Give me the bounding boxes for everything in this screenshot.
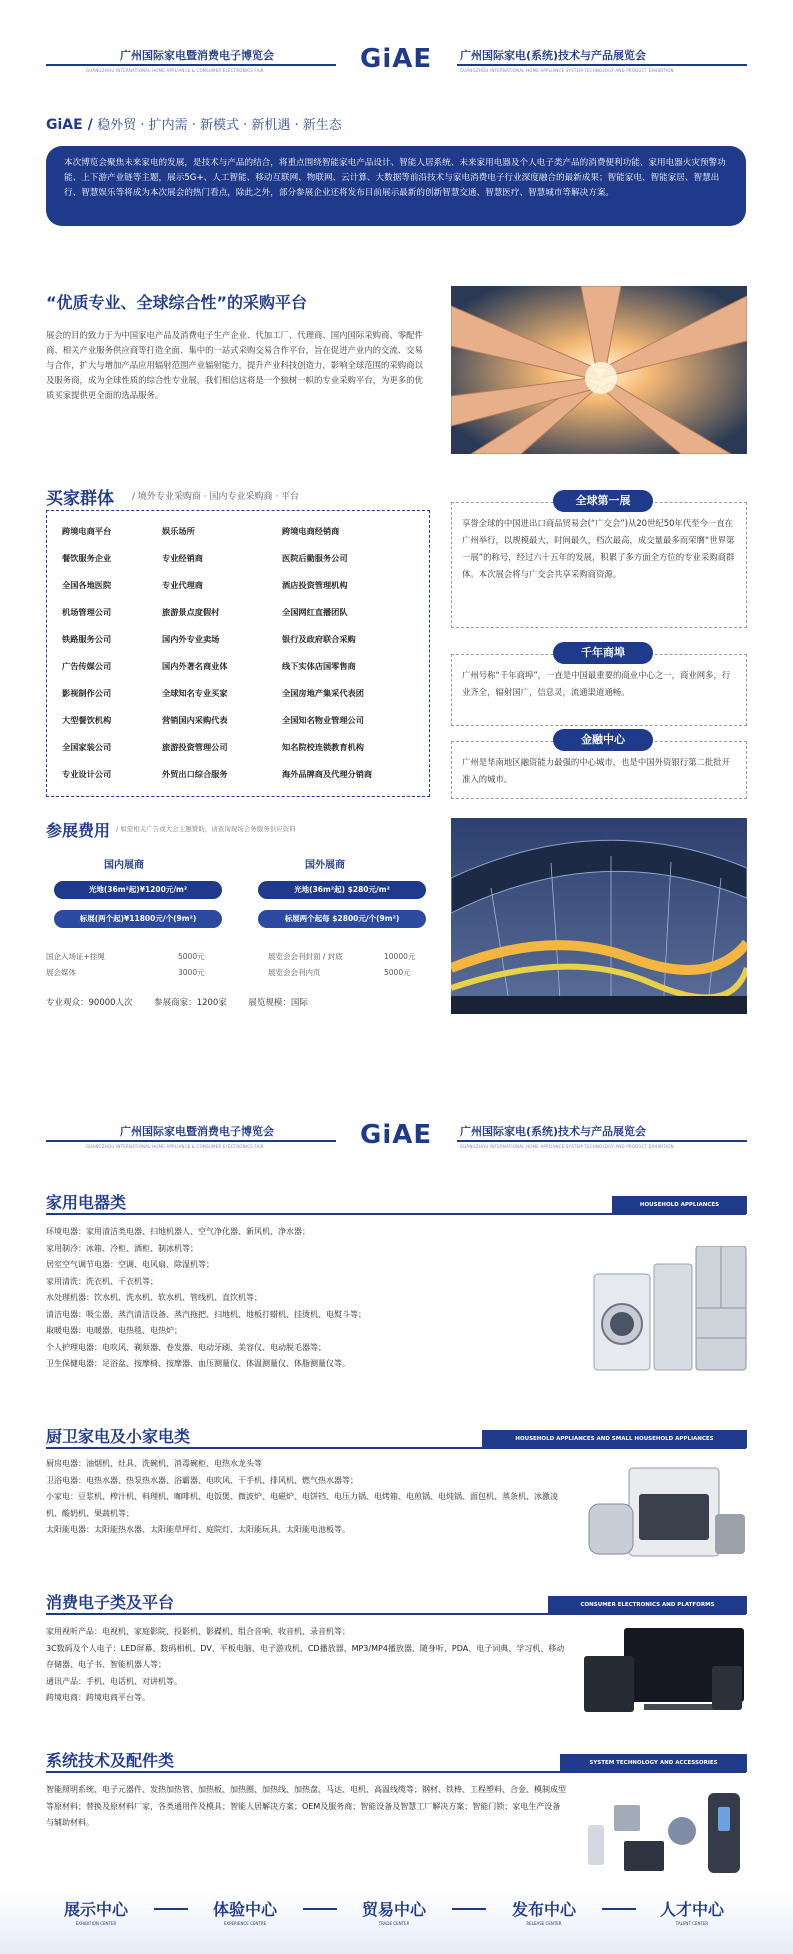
finance-center-text: 广州是华南地区融资能力最强的中心城市，也是中国外资银行第二批批开准入的城市。 — [462, 757, 730, 784]
buyer-group-item: 全国房地产集采代表团 — [282, 688, 364, 698]
header2-right-subtitle: GUANGZHOU INTERNATIONAL HOME APPLIANCE SYSTEM TECHNOLOGY AND PRODUCT EXHIBITION — [460, 1144, 674, 1149]
buyer-group-item: 餐饮服务企业 — [62, 553, 112, 563]
buyer-group-item: 机场管理公司 — [62, 607, 112, 617]
center-name: 展示中心 — [63, 1900, 128, 1919]
extra-left-1-value: 5000元 — [178, 952, 205, 961]
buyer-group-item: 旅游投资管理公司 — [162, 742, 228, 752]
buyer-group-item: 国内外著名商业体 — [162, 661, 228, 671]
buyer-group-item: 医院后勤服务公司 — [282, 553, 348, 563]
extra-right-2-value: 5000元 — [384, 968, 411, 977]
slogan — [46, 114, 342, 133]
center-name: 人才中心 — [659, 1900, 724, 1919]
hands-together-photo — [451, 286, 747, 454]
category-consumer-title: 消费电子类及平台 — [46, 1593, 175, 1612]
buyer-group-item: 营销国内采购代表 — [162, 715, 228, 725]
intro-panel: 本次博览会聚焦未来家电的发展，是技术与产品的结合，将重点围绕智能家电产品设计、智能人居系统、未来家用电器及个人电子类产品的消费便利功能、家用电器火灾预警功能、上下游产业链等主题，展示5G+、人工智能、移动互联网、物联网、云计算、大数据等前沿技术与家电消费电子行业深度融合的最新成果；智能家电、智能家居、智慧出行、智慧娱乐等将成为本次展会的热门看点，除此之外，部分参展企业还将发布目前展示最新的创新智慧交通、智慧医疗、智慧城市等解决方案。 — [46, 146, 746, 226]
giae-logo-2: GiAE — [360, 1120, 433, 1150]
header2-right-title: 广州国际家电(系统)技术与产品展览会 — [460, 1125, 647, 1138]
category-household-text: 环境电器：家用清洁类电器、扫地机器人、空气净化器、新风机、净水器； 家用制冷：冰箱、冷柜、酒柜、制冰机等； 居室空气调节电器：空调、电风扇、除湿机等； 家用清洗：洗衣机、干衣机等； 水处理机器：饮水机、洗水机、软水机、管线机、直饮机等； 清洁电器：吸尘器、蒸汽清洁设备、蒸汽拖把、扫地机、地板打蜡机、挂烫机、电熨斗等； 取暖电器：电暖器、电热毯、电热炉； 个人护理电器：电吹风、剃须器、卷发器、电动牙刷、美容仪、电动脱毛器等； 卫生保健电器：足浴盆、按摩椅、按摩器、血压测量仪、体温测量仪、体脂测量仪等。 — [46, 1227, 366, 1368]
buyer-group-item: 娱乐场所 — [162, 526, 195, 536]
header-rule-left — [46, 64, 336, 66]
buyer-group-item: 全国家装公司 — [62, 742, 112, 752]
platform-title: “优质专业、全球综合性”的采购平台 — [46, 293, 308, 312]
buyer-group-item: 线下实体店国零售商 — [282, 661, 356, 671]
category-system-title: 系统技术及配件类 — [46, 1751, 175, 1770]
center-separator — [303, 1908, 337, 1910]
category-consumer-text: 家用视听产品：电视机、家庭影院、投影机、影碟机、组合音响、收音机、录音机等； 3C数码及个人电子：LED屏幕、数码相机、DV、平板电脑、电子游戏机、CD播放器、MP3/MP4播放器、随身听、PDA、电子词典、学习机、移动存储器、电子书、智能机器人等； 通讯产品：手机、电话机、对讲机等。 跨境电商：跨境电商平台等。 — [46, 1627, 565, 1702]
header-right-title: 广州国际家电(系统)技术与产品展览会 — [460, 49, 647, 62]
buyer-group-item: 外贸出口综合服务 — [162, 769, 228, 779]
exhibition-stats: 专业观众：90000人次 参展商家：1200家 展览规模：国际 — [46, 998, 308, 1008]
buyer-group-item: 银行及政府联合采购 — [282, 634, 356, 644]
finance-center-title: 金融中心 — [553, 729, 653, 751]
buyer-group-item: 专业设计公司 — [62, 769, 112, 779]
international-raw-space-price: 光地(36m²起) $280元/m² — [258, 881, 426, 899]
buyer-group-item: 旅游景点度假村 — [162, 607, 220, 617]
buyer-group-item: 酒店投资管理机构 — [282, 580, 348, 590]
global-first-box — [451, 502, 747, 628]
slogan-text: 稳外贸 · 扩内需 · 新模式 · 新机遇 · 新生态 — [97, 118, 342, 133]
buyers-title: 买家群体 — [46, 489, 114, 509]
extra-right-1-value: 10000元 — [384, 952, 416, 961]
center-name: 贸易中心 — [361, 1900, 426, 1919]
buyer-group-item: 专业经销商 — [162, 553, 203, 563]
center-english-name: EXPERIENCE CENTRE — [223, 1921, 267, 1926]
thousand-year-text: 广州号称“千年商埠”，一直是中国最重要的商业中心之一，商业网多，行业齐全，辐射国广，信息灵，流通渠道通畅。 — [462, 670, 731, 697]
international-exhibitor-label: 国外展商 — [305, 860, 345, 871]
header2-rule-right — [457, 1140, 747, 1142]
header-right-subtitle: GUANGZHOU INTERNATIONAL HOME APPLIANCE SYSTEM TECHNOLOGY AND PRODUCT EXHIBITION — [460, 68, 674, 73]
header2-left-title: 广州国际家电暨消费电子博览会 — [120, 1125, 274, 1138]
fees-title: 参展费用 — [46, 821, 111, 840]
category-system-band: SYSTEM TECHNOLOGY AND ACCESSORIES — [560, 1754, 747, 1772]
giae-logo: GiAE — [360, 44, 433, 74]
global-first-title: 全球第一展 — [553, 490, 653, 512]
domestic-standard-booth-price: 标展(两个起)¥11800元/个(9m²) — [54, 910, 222, 928]
international-standard-booth-price: 标展两个起每 $2800元/个(9m²) — [258, 910, 426, 928]
slogan-brand: GiAE / — [46, 117, 93, 133]
buyer-group-item: 全国知名物业管理公司 — [282, 715, 364, 725]
category-kitchen-band: HOUSEHOLD APPLIANCES AND SMALL HOUSEHOLD APPLIANCES — [482, 1430, 747, 1448]
buyer-group-item: 大型餐饮机构 — [62, 715, 112, 725]
thousand-year-box — [451, 654, 747, 726]
buyer-group-item: 铁路服务公司 — [62, 634, 112, 644]
fees-note: / 如需相关广告或大会主题赞助，请查询现场会务服务供应资料 — [116, 825, 296, 833]
header2-rule-left — [46, 1140, 336, 1142]
center-english-name: TALENT CENTER — [675, 1921, 709, 1926]
buyer-group-item: 广告传媒公司 — [62, 661, 112, 671]
category-system-text: 智能照明系统、电子元器件、发热加热管、加热板、加热圈、加热线、加热盘、马达、电机、高温线缆等；钢材、铁棒、工程塑料、合金、模制成型等原材料；替换及原材料厂家，各类通用件及模具；智能人居解决方案；OEM及服务商；智能设备及智慧工厂解决方案；智能门锁；家电生产设备与辅助材料。 — [46, 1785, 566, 1827]
buyer-group-item: 专业代理商 — [162, 580, 203, 590]
domestic-exhibitor-label: 国内展商 — [104, 860, 144, 871]
platform-text: 展会的目的致力于为中国家电产品及消费电子生产企业、代加工厂、代理商、国内国际采购商、零配件商、相关产业服务供应商等打造全面、集中的一站式采购交易合作平台，旨在促进产业内的交流、交易与合作，扩大与增加产品应用辐射范围产业辐射能力，提升产业科技创造力，影响全球范围的采购商以及服务商，成为全球性质的综合性专业展，我们相信这将是一个独树一帜的专业采购平台，为更多的优质买家提供更全面的选品服务。 — [46, 330, 423, 400]
extra-right-2-label: 展览会会刊内页 — [268, 968, 321, 977]
category-consumer-band: CONSUMER ELECTRONICS AND PLATFORMS — [548, 1596, 747, 1614]
header-left-title: 广州国际家电暨消费电子博览会 — [120, 49, 274, 62]
domestic-raw-space-price: 光地(36m²起)¥1200元/m² — [54, 881, 222, 899]
buyer-group-item: 全球知名专业买家 — [162, 688, 228, 698]
buyer-group-item: 跨境电商经销商 — [282, 526, 340, 536]
consumer-electronics-image — [584, 1626, 747, 1714]
buyer-group-item: 知名院校连锁教育机构 — [282, 742, 364, 752]
center-separator — [602, 1908, 636, 1910]
center-separator — [154, 1908, 188, 1910]
buyer-group-item: 跨境电商平台 — [62, 526, 112, 536]
extra-left-2-value: 3000元 — [178, 968, 205, 977]
buyers-subtitle: / 境外专业采购商 · 国内专业采购商 · 平台 — [132, 492, 300, 502]
category-household-band: HOUSEHOLD APPLIANCES — [612, 1196, 747, 1214]
buyer-group-item: 影视制作公司 — [62, 688, 112, 698]
center-english-name: EXHIBITION CENTER — [75, 1921, 117, 1926]
extra-left-1-label: 国企入场证+挂绳 — [46, 952, 105, 961]
thousand-year-title: 千年商埠 — [553, 642, 653, 664]
system-accessories-image — [584, 1785, 747, 1875]
buyer-group-item: 全国各地医院 — [62, 580, 112, 590]
center-separator — [452, 1908, 486, 1910]
header-left-subtitle: GUANGZHOU INTERNATIONAL HOME APPLIANCE & CONSUMER ELECTRONICS FAIR — [86, 68, 264, 73]
buyer-group-item: 全国网红直播团队 — [282, 607, 348, 617]
center-name: 体验中心 — [212, 1900, 277, 1919]
header-rule-right — [457, 64, 747, 66]
category-kitchen-text: 厨房电器：油烟机、灶具、洗碗机、消毒碗柜、电热水龙头等 卫浴电器：电热水器、热泵热水器、浴霸器、电吹风、干手机、排风机、燃气热水器等； 小家电：豆浆机、榨汁机、料理机、咖啡机、电饭煲、微波炉、电磁炉、电饼铛、电压力锅、电烤箱、电煎锅、电炖锅、面包机、蒸条机、冰激凌机、酸奶机、果蔬机等； 太阳能电器：太阳能热水器、太阳能草坪灯、庭院灯、太阳能玩具、太阳能电池板等。 — [46, 1459, 558, 1534]
kitchen-appliances-image — [587, 1464, 747, 1560]
exhibition-hall-photo — [451, 818, 747, 1014]
center-english-name: RELEASE CENTER — [526, 1921, 562, 1926]
extra-right-1-label: 展览会会刊封面 / 封底 — [268, 952, 343, 961]
header2-left-subtitle: GUANGZHOU INTERNATIONAL HOME APPLIANCE & CONSUMER ELECTRONICS FAIR — [86, 1144, 264, 1149]
category-kitchen-title: 厨卫家电及小家电类 — [46, 1427, 191, 1446]
extra-left-2-label: 展会媒体 — [46, 968, 76, 977]
global-first-text: 享誉全球的中国进出口商品贸易会(“广交会”)从20世纪50年代至今一直在广州举行，以规模最大，时间最久，档次最高，成交量最多而荣膺“世界第一展”的称号，经过六十五年的发展，积累了多方面全方位的专业采购商群体。本次展会将与广交会共享采购商资源。 — [462, 518, 735, 579]
buyer-group-item: 海外品牌商及代理分销商 — [282, 769, 373, 779]
buyer-group-item: 国内外专业卖场 — [162, 634, 220, 644]
center-name: 发布中心 — [511, 1900, 576, 1919]
center-english-name: TRADE CENTER — [378, 1921, 410, 1926]
category-household-title: 家用电器类 — [46, 1193, 127, 1212]
household-appliances-image — [592, 1246, 747, 1372]
